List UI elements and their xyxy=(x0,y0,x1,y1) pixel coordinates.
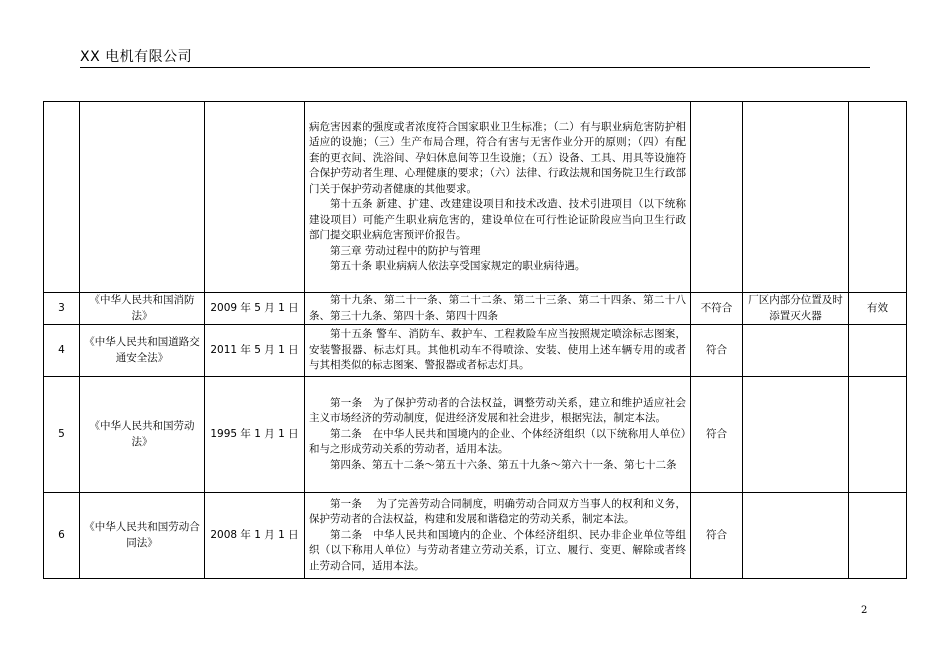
effect-cell xyxy=(849,325,907,377)
law-name-cell xyxy=(80,102,205,293)
row-number-cell: 3 xyxy=(44,293,80,325)
row-number-cell: 5 xyxy=(44,377,80,493)
conformity-cell: 不符合 xyxy=(691,293,743,325)
page-number: 2 xyxy=(861,605,868,616)
clause-content-cell xyxy=(305,102,691,293)
clause-paragraph: 第十九条、第二十一条、第二十二条、第二十三条、第二十四条、第二十八条、第三十九条、第四十条、第四十四条 xyxy=(309,294,686,322)
effective-date-cell: 2009 年 5 月 1 日 xyxy=(205,293,305,325)
law-compliance-table xyxy=(43,101,907,579)
effect-cell xyxy=(849,377,907,493)
clause-content-cell xyxy=(305,293,691,325)
row-number-cell: 4 xyxy=(44,325,80,377)
clause-paragraph: 第一条 为了完善劳动合同制度，明确劳动合同双方当事人的权利和义务，保护劳动者的合法权益，构建和发展和谐稳定的劳动关系，制定本法。 xyxy=(309,497,686,526)
clause-paragraph: 第一条 为了保护劳动者的合法权益，调整劳动关系，建立和维护适应社会主义市场经济的劳动制度，促进经济发展和社会进步，根据宪法，制定本法。 xyxy=(309,396,686,425)
company-name: XX 电机有限公司 xyxy=(80,49,193,65)
clause-paragraph: 病危害因素的强度或者浓度符合国家职业卫生标准；（二）有与职业病危害防护相适应的设施；（三）生产布局合理，符合有害与无害作业分开的原则；（四）有配套的更衣间、洗浴间、孕妇休息间等卫生设施；（五）设备、工具、用具等设施符合保护劳动者生理、心理健康的要求；（六）法律、行政法规和国务院卫生行政部门关于保护劳动者健康的其他要求。 xyxy=(309,120,686,195)
law-name-cell: 《中华人民共和国劳动法》 xyxy=(80,377,205,493)
law-name-cell: 《中华人民共和国道路交通安全法》 xyxy=(80,325,205,377)
table-row xyxy=(44,493,907,579)
measure-cell: 厂区内部分位置及时添置灭火器 xyxy=(743,293,849,325)
row-number-cell xyxy=(44,102,80,293)
measure-cell xyxy=(743,377,849,493)
conformity-cell xyxy=(691,102,743,293)
clause-paragraph: 第十五条 新建、扩建、改建建设项目和技术改造、技术引进项目（以下统称建设项目）可能产生职业病危害的，建设单位在可行性论证阶段应当向卫生行政部门提交职业病危害预评价报告。 xyxy=(309,198,686,241)
law-name-cell: 《中华人民共和国消防法》 xyxy=(80,293,205,325)
table-row xyxy=(44,377,907,493)
effect-cell xyxy=(849,102,907,293)
effective-date-cell: 1995 年 1 月 1 日 xyxy=(205,377,305,493)
clause-paragraph: 第二条 中华人民共和国境内的企业、个体经济组织、民办非企业单位等组织（以下称用人单位）与劳动者建立劳动关系，订立、履行、变更、解除或者终止劳动合同，适用本法。 xyxy=(309,528,686,572)
measure-cell xyxy=(743,325,849,377)
conformity-cell: 符合 xyxy=(691,377,743,493)
clause-content-cell xyxy=(305,493,691,579)
clause-paragraph: 第五十条 职业病病人依法享受国家规定的职业病待遇。 xyxy=(330,260,586,272)
effect-cell xyxy=(849,493,907,579)
measure-cell xyxy=(743,493,849,579)
table-row xyxy=(44,293,907,325)
measure-cell xyxy=(743,102,849,293)
effective-date-cell: 2008 年 1 月 1 日 xyxy=(205,493,305,579)
table-row xyxy=(44,325,907,377)
clause-paragraph: 第四条、第五十二条～第五十六条、第五十九条～第六十一条、第七十二条 xyxy=(330,458,677,471)
conformity-cell: 符合 xyxy=(691,493,743,579)
row-number-cell: 6 xyxy=(44,493,80,579)
effect-cell: 有效 xyxy=(849,293,907,325)
law-name-cell: 《中华人民共和国劳动合同法》 xyxy=(80,493,205,579)
clause-paragraph: 第十五条 警车、消防车、救护车、工程救险车应当按照规定喷涂标志图案，安装警报器、标志灯具。其他机动车不得喷涂、安装、使用上述车辆专用的或者与其相类似的标志图案、警报器或者标志灯具。 xyxy=(309,328,686,372)
conformity-cell: 符合 xyxy=(691,325,743,377)
clause-paragraph: 第二条 在中华人民共和国境内的企业、个体经济组织（以下统称用人单位）和与之形成劳动关系的劳动者，适用本法。 xyxy=(309,427,686,456)
header-rule xyxy=(80,67,870,68)
table-row xyxy=(44,102,907,293)
effective-date-cell xyxy=(205,102,305,293)
clause-content-cell xyxy=(305,325,691,377)
clause-content-cell xyxy=(305,377,691,493)
effective-date-cell: 2011 年 5 月 1 日 xyxy=(205,325,305,377)
clause-paragraph: 第三章 劳动过程中的防护与管理 xyxy=(330,244,481,257)
